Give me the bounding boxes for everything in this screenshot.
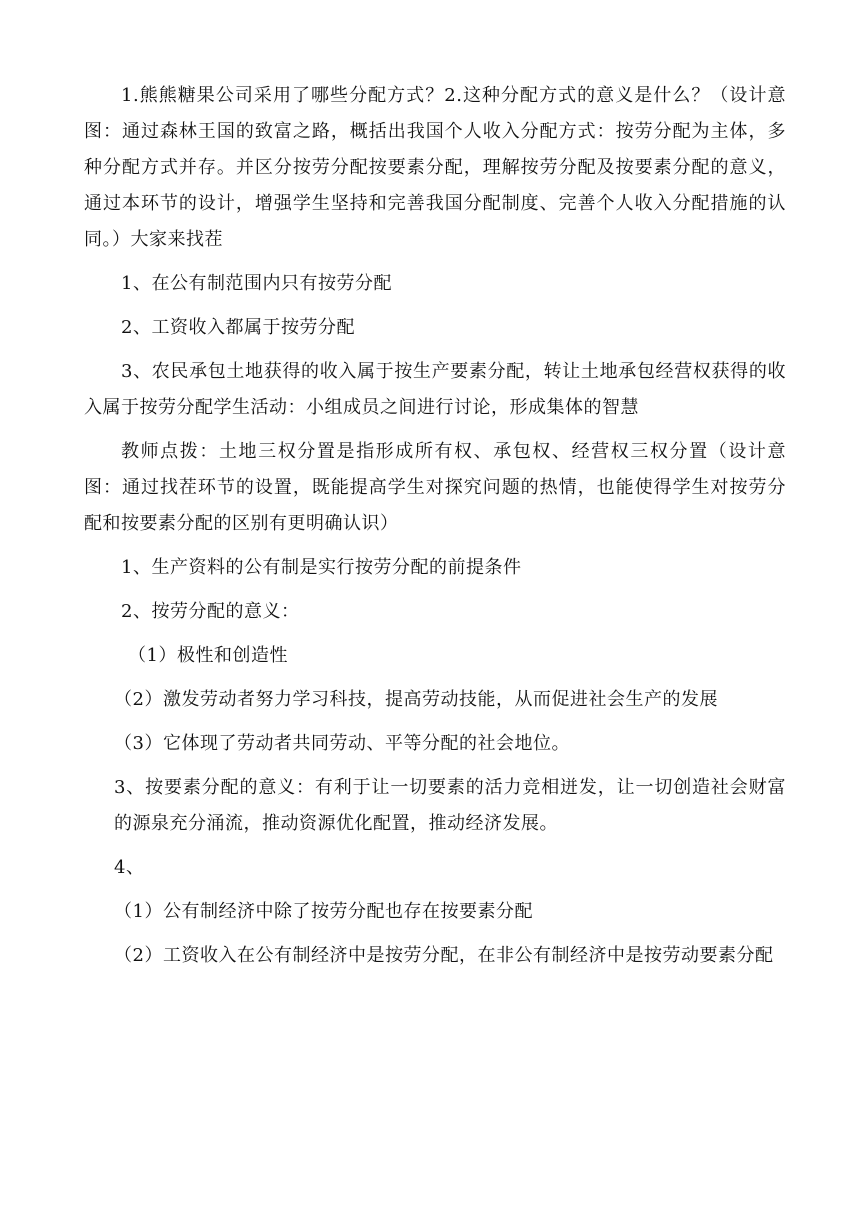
paragraph-subitem: （1）公有制经济中除了按劳分配也存在按要素分配 xyxy=(114,901,533,922)
paragraph-item: 2、工资收入都属于按劳分配 xyxy=(121,317,355,338)
paragraph-item: 1、生产资料的公有制是实行按劳分配的前提条件 xyxy=(121,557,522,578)
paragraph-subitem: （2）工资收入在公有制经济中是按劳分配，在非公有制经济中是按劳动要素分配 xyxy=(114,945,774,966)
paragraph-teacher-tip: 教师点拨：土地三权分置是指形成所有权、承包权、经营权三权分置（设计意图：通过找茬环节的设置，既能提高学生对探究问题的热情，也能使得学生对按劳分配和按要素分配的区别有更明确认识） xyxy=(84,441,786,534)
paragraph-item: 2、按劳分配的意义： xyxy=(121,601,300,622)
paragraph-subitem: （1）极性和创造性 xyxy=(128,645,288,666)
paragraph-item: 3、按要素分配的意义：有利于让一切要素的活力竞相迸发，让一切创造社会财富的源泉充分涌流，推动资源优化配置，推动经济发展。 xyxy=(114,777,786,834)
paragraph-subitem: （3）它体现了劳动者共同劳动、平等分配的社会地位。 xyxy=(114,733,570,754)
paragraph-item: 4、 xyxy=(114,857,145,878)
paragraph-questions: 1.熊熊糖果公司采用了哪些分配方式？2.这种分配方式的意义是什么？（设计意图：通过森林王国的致富之路，概括出我国个人收入分配方式：按劳分配为主体，多种分配方式并存。并区分按劳分配按要素分配，理解按劳分配及按要素分配的意义，通过本环节的设计，增强学生坚持和完善我国分配制度、完善个人收入分配措施的认同。）大家来找茬 xyxy=(84,85,786,250)
paragraph-item: 1、在公有制范围内只有按劳分配 xyxy=(121,273,392,294)
paragraph-item: 3、农民承包土地获得的收入属于按生产要素分配，转让土地承包经营权获得的收入属于按劳分配学生活动：小组成员之间进行讨论，形成集体的智慧 xyxy=(84,361,786,418)
paragraph-subitem: （2）激发劳动者努力学习科技，提高劳动技能，从而促进社会生产的发展 xyxy=(114,689,718,710)
